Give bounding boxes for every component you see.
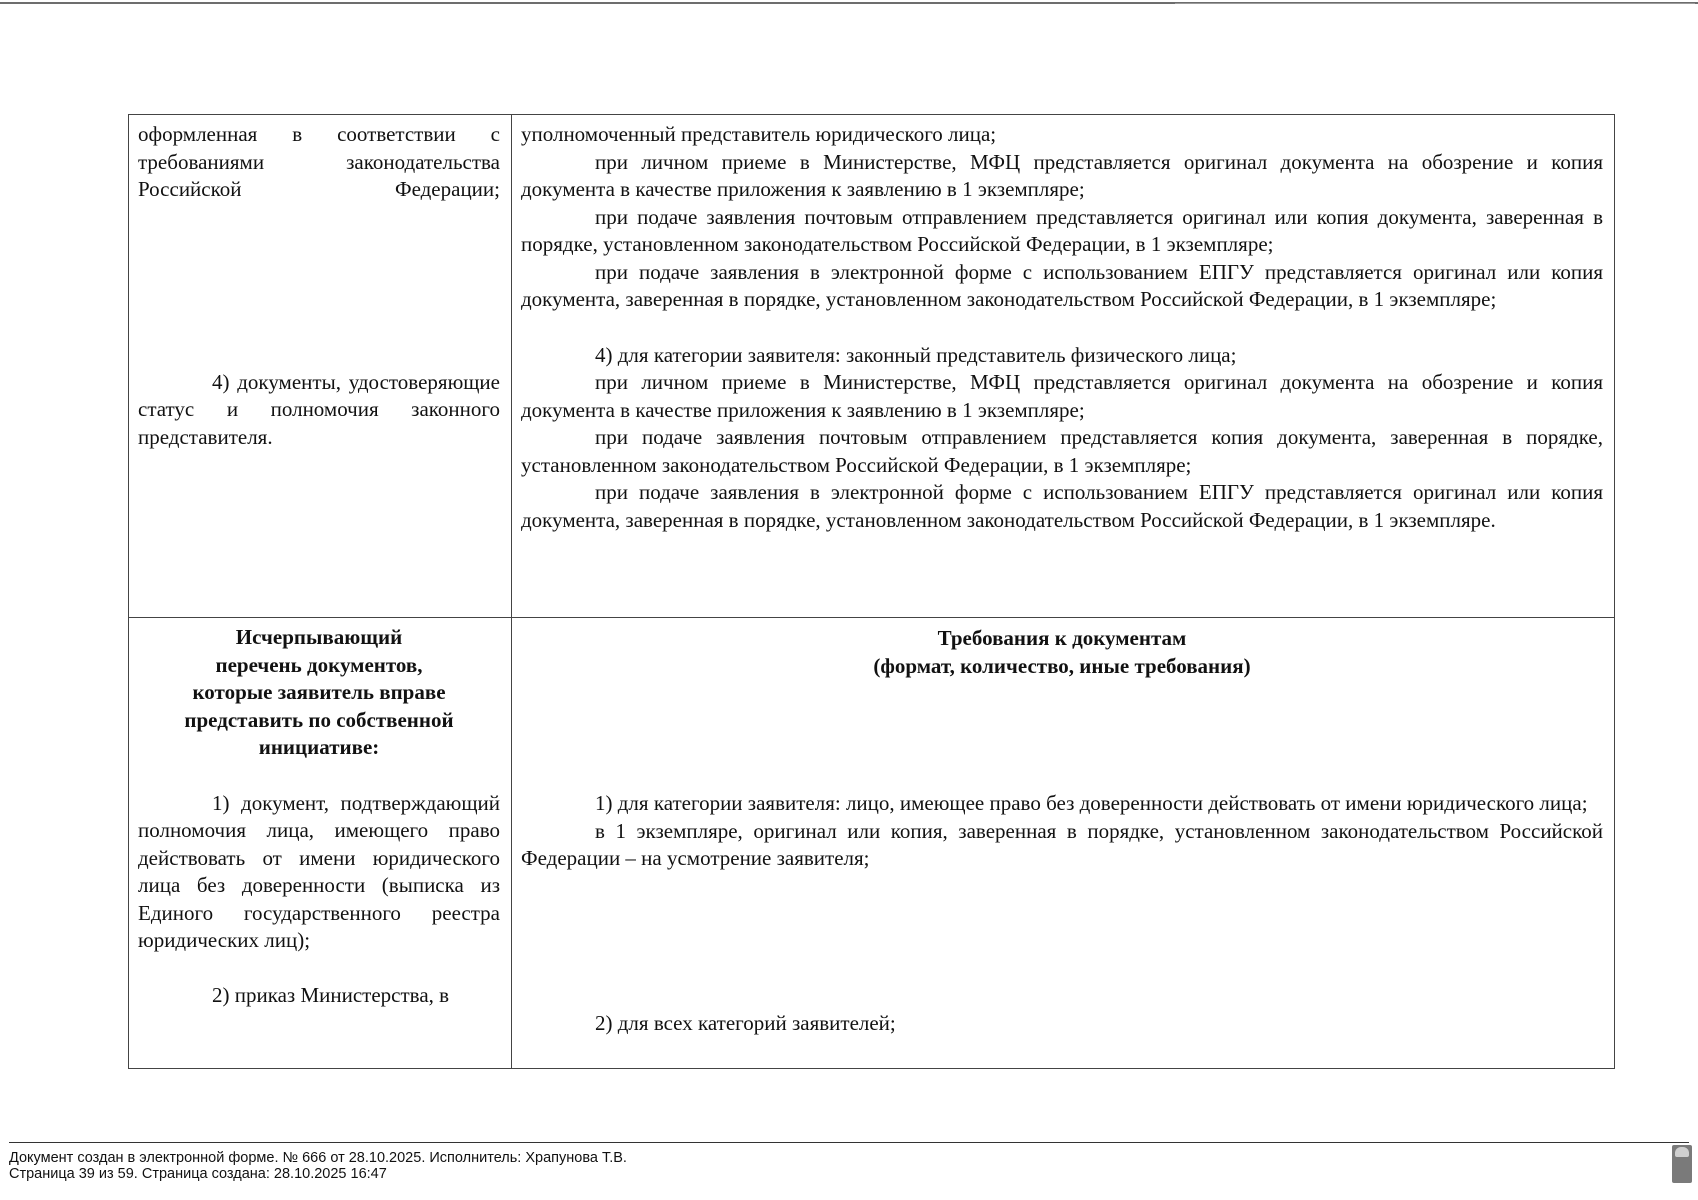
- document-description: оформленная в соответствии с требованиями законодательства Российской Федерации;: [138, 122, 500, 201]
- documents-table: [128, 114, 1615, 1069]
- column-header-line: представить по собственной: [184, 707, 454, 732]
- scan-edge-line: [1175, 3, 1695, 4]
- column-header-line: инициативе:: [258, 735, 380, 759]
- right-cell: [512, 618, 1615, 1069]
- column-header-line: (формат, количество, иные требования): [873, 654, 1251, 678]
- table-row: [129, 115, 1615, 618]
- requirement-text: в 1 экземпляре, оригинал или копия, заверенная в порядке, установленном законодательством Российской Федерации – на усмотрение заявителя;: [521, 818, 1603, 870]
- requirement-text: при подаче заявления в электронной форме с использованием ЕПГУ представляется оригинал или копия документа, заверенная в порядке, установленном законодательством Российской Федерации, в 1 экземпляре;: [521, 259, 1603, 311]
- requirement-text: при подаче заявления почтовым отправлением представляется копия документа, заверенная в порядке, установленном законодательством Российской Федерации, в 1 экземпляре;: [521, 425, 1603, 477]
- column-header-line: Исчерпывающий: [235, 625, 403, 649]
- footer-line: Документ создан в электронной форме. № 666 от 28.10.2025. Исполнитель: Храпунова Т.В.: [9, 1150, 627, 1166]
- document-description: 2) приказ Министерства, в: [212, 982, 450, 1007]
- left-cell: [129, 115, 512, 618]
- column-header-line: Требования к документам: [937, 626, 1187, 650]
- requirement-text: при подаче заявления в электронной форме с использованием ЕПГУ представляется оригинал или копия документа, заверенная в порядке, установленном законодательством Российской Федерации, в 1 экземпляре.: [521, 480, 1603, 532]
- column-header-line: которые заявитель вправе: [192, 680, 446, 704]
- document-description: 4) документы, удостоверяющие статус и полномочия законного представителя.: [138, 369, 500, 449]
- emblem-icon: [1672, 1145, 1692, 1183]
- requirement-title: 2) для всех категорий заявителей;: [595, 1010, 896, 1035]
- column-header: [521, 624, 1603, 680]
- requirement-title: 4) для категории заявителя: законный представитель физического лица;: [595, 342, 1237, 367]
- requirement-text: при личном приеме в Министерстве, МФЦ представляется оригинал документа на обозрение и копия документа в качестве приложения к заявлению в 1 экземпляре;: [521, 149, 1603, 201]
- requirement-text: уполномоченный представитель юридического лица;: [521, 122, 997, 146]
- requirement-text: при личном приеме в Министерстве, МФЦ представляется оригинал документа на обозрение и копия документа в качестве приложения к заявлению в 1 экземпляре;: [521, 370, 1603, 422]
- table-row: [129, 618, 1615, 1069]
- left-cell: [129, 618, 512, 1069]
- column-header-line: перечень документов,: [215, 652, 423, 677]
- document-description: 1) документ, подтверждающий полномочия лица, имеющего право действовать от имени юридического лица без доверенности (выписка из Единого государственного реестра юридических лиц);: [138, 790, 500, 952]
- document-footer: [9, 1142, 1689, 1182]
- requirement-title: 1) для категории заявителя: лицо, имеющее право без доверенности действовать от имени юридического лица;: [595, 791, 1588, 815]
- column-header: [138, 624, 500, 762]
- footer-line: Страница 39 из 59. Страница создана: 28.10.2025 16:47: [9, 1166, 387, 1182]
- right-cell: [512, 115, 1615, 618]
- requirement-text: при подаче заявления почтовым отправлением представляется оригинал или копия документа, заверенная в порядке, установленном законодательством Российской Федерации, в 1 экземпляре;: [521, 204, 1603, 256]
